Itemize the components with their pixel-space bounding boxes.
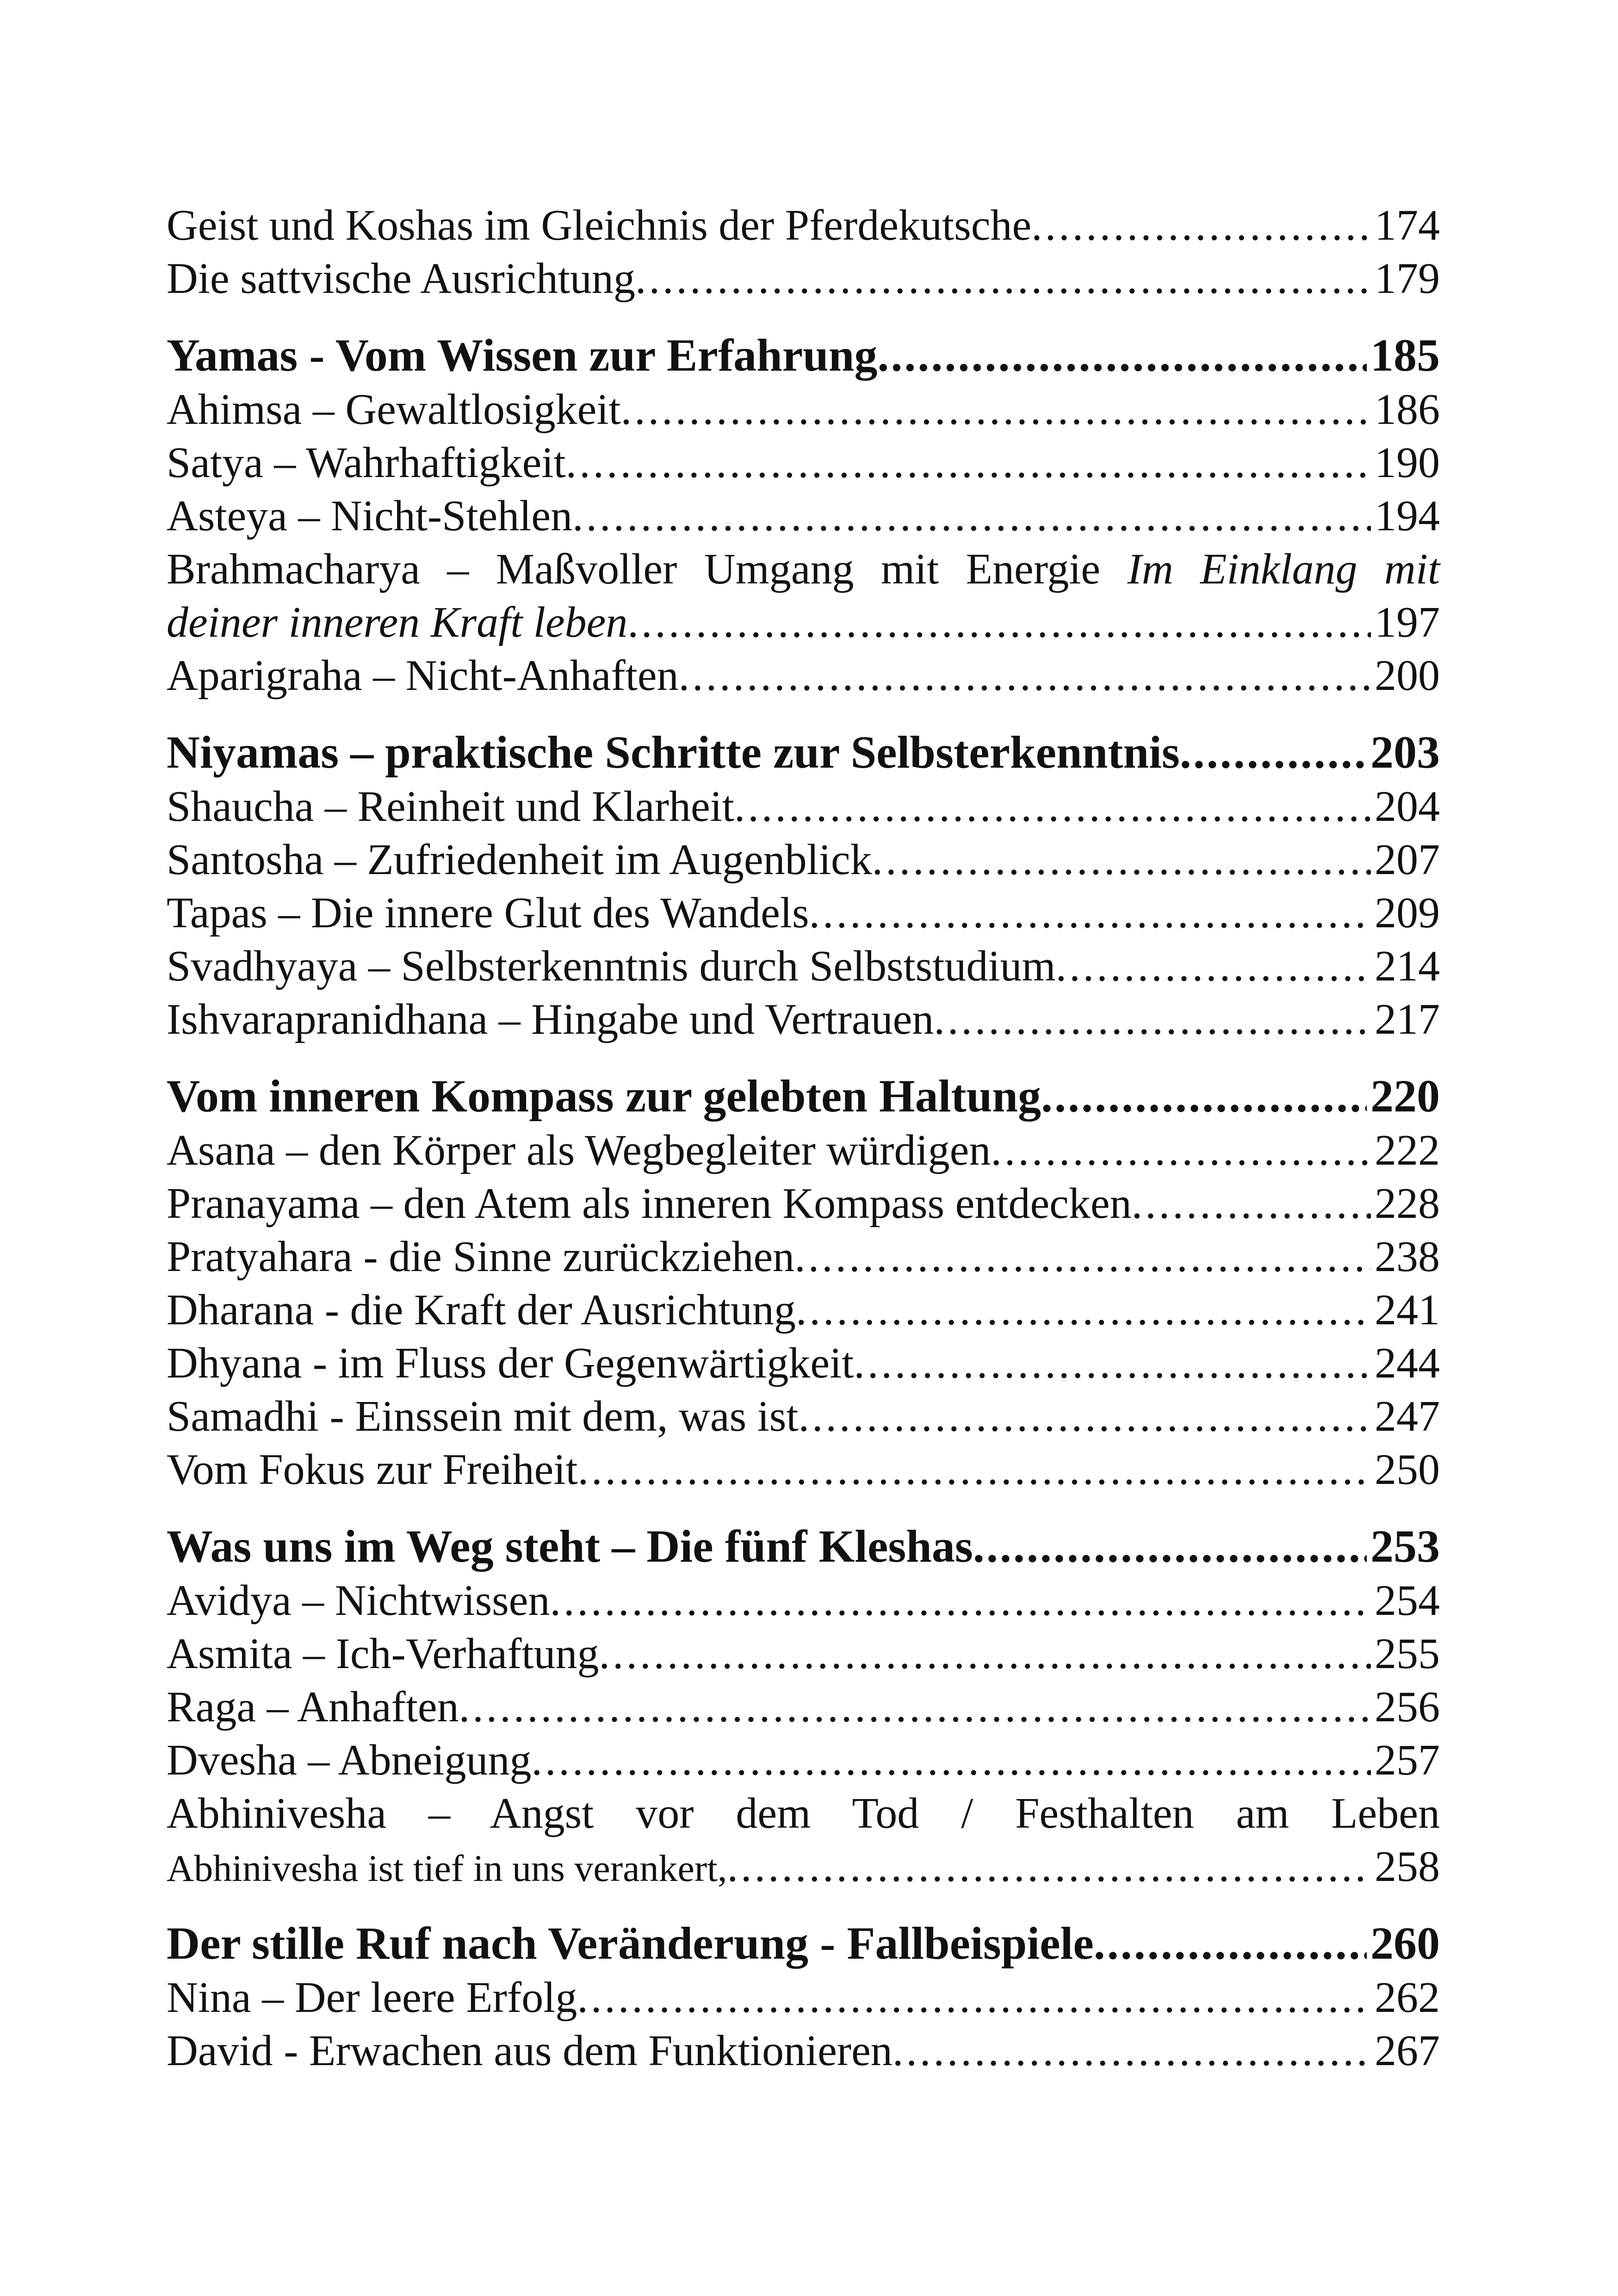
toc-entry-title: Dvesha – Abneigung — [167, 1736, 532, 1784]
toc-entry[interactable] — [167, 383, 1440, 436]
toc-chapter-page: 253 — [1370, 1520, 1440, 1572]
toc-entry[interactable] — [167, 780, 1440, 833]
toc-chapter-title: Vom inneren Kompass zur gelebten Haltung — [167, 1070, 1041, 1122]
toc-entry[interactable] — [167, 887, 1440, 940]
dot-leader — [679, 649, 1371, 702]
toc-entry-page: 267 — [1375, 2027, 1440, 2075]
toc-entry-page: 209 — [1375, 889, 1440, 937]
toc-entry-title: Samadhi - Einssein mit dem, was ist — [167, 1392, 799, 1440]
toc-entry-title: Shaucha – Reinheit und Klarheit — [167, 782, 734, 831]
toc-entry-title: Asteya – Nicht-Stehlen — [167, 492, 573, 540]
toc-entry-page: 256 — [1375, 1683, 1440, 1731]
toc-entry-title: Pratyahara - die Sinne zurückziehen — [167, 1233, 795, 1281]
dot-leader — [459, 1681, 1371, 1734]
toc-entry[interactable] — [167, 833, 1440, 887]
toc-chapter-niyamas[interactable] — [167, 725, 1440, 780]
dot-leader — [531, 1734, 1371, 1787]
toc-entry-title: Raga – Anhaften — [167, 1683, 459, 1731]
dot-leader — [1031, 199, 1371, 252]
dot-leader — [621, 383, 1371, 436]
toc-entry-title: Ahimsa – Gewaltlosigkeit — [167, 385, 621, 434]
toc-entry-page: 244 — [1375, 1339, 1440, 1387]
toc-chapter-kompass[interactable] — [167, 1068, 1440, 1124]
toc-entry[interactable] — [167, 649, 1440, 702]
toc-chapter-page: 185 — [1370, 329, 1440, 381]
dot-leader — [854, 1337, 1371, 1390]
toc-entry-title: Nina – Der leere Erfolg — [167, 1973, 577, 2022]
dot-leader — [734, 780, 1371, 833]
toc-entry[interactable] — [167, 436, 1440, 490]
dot-leader — [635, 252, 1371, 305]
toc-entry-title: Vom Fokus zur Freiheit — [167, 1446, 578, 1494]
toc-entry[interactable] — [167, 199, 1440, 252]
toc-entry-title: Die sattvische Ausrichtung — [167, 254, 635, 303]
dot-leader — [577, 1971, 1371, 2024]
dot-leader — [809, 887, 1371, 940]
toc-entry-page: 241 — [1375, 1286, 1440, 1334]
table-of-contents — [167, 199, 1440, 2078]
toc-chapter-page: 220 — [1370, 1070, 1440, 1122]
toc-entry-page: 217 — [1375, 995, 1440, 1043]
toc-entry-title: Ishvarapranidhana – Hingabe und Vertrauen — [167, 995, 934, 1043]
toc-entry[interactable] — [167, 1124, 1440, 1177]
toc-entry-page: 238 — [1375, 1233, 1440, 1281]
toc-entry[interactable] — [167, 1627, 1440, 1681]
dot-leader — [1180, 725, 1367, 780]
toc-chapter-page: 203 — [1370, 726, 1440, 778]
toc-chapter-page: 260 — [1370, 1917, 1440, 1969]
toc-entry-subtitle: deiner inneren Kraft leben — [167, 598, 628, 646]
toc-entry-title: Abhinivesha – Angst vor dem Tod / Festhalten am Leben — [167, 1789, 1440, 1837]
toc-entry-page: 228 — [1375, 1179, 1440, 1228]
toc-entry-page: 194 — [1375, 492, 1440, 540]
toc-entry-title: Dharana - die Kraft der Ausrichtung — [167, 1286, 796, 1334]
toc-entry-page: 250 — [1375, 1446, 1440, 1494]
toc-entry-subtitle: Abhinivesha ist tief in uns verankert, — [167, 1847, 727, 1889]
dot-leader — [572, 490, 1371, 543]
toc-entry-title: Pranayama – den Atem als inneren Kompass entdecken — [167, 1179, 1132, 1228]
toc-entry-page: 254 — [1375, 1576, 1440, 1625]
dot-leader — [727, 1840, 1371, 1893]
toc-entry-page: 197 — [1375, 598, 1440, 646]
toc-entry-brahmacharya-line2[interactable] — [167, 596, 1440, 649]
toc-entry-title: Tapas – Die innere Glut des Wandels — [167, 889, 809, 937]
toc-entry[interactable] — [167, 1337, 1440, 1390]
dot-leader — [1041, 1068, 1367, 1124]
dot-leader — [1056, 940, 1371, 993]
toc-entry-title: David - Erwachen aus dem Funktionieren — [167, 2027, 893, 2075]
dot-leader — [796, 1284, 1371, 1337]
dot-leader — [794, 1230, 1371, 1284]
dot-leader — [798, 1390, 1371, 1443]
toc-entry[interactable] — [167, 1574, 1440, 1627]
dot-leader — [1132, 1177, 1371, 1230]
toc-entry-title: Avidya – Nichtwissen — [167, 1576, 550, 1625]
toc-entry-page: 222 — [1375, 1126, 1440, 1174]
toc-entry-title: Asmita – Ich-Verhaftung — [167, 1630, 599, 1678]
toc-entry-title: Dhyana - im Fluss der Gegenwärtigkeit — [167, 1339, 854, 1387]
toc-entry-page: 190 — [1375, 439, 1440, 487]
toc-chapter-title: Was uns im Weg steht – Die fünf Kleshas — [167, 1520, 973, 1572]
toc-entry-page: 204 — [1375, 782, 1440, 831]
toc-entry-title: Aparigraha – Nicht-Anhaften — [167, 652, 679, 700]
dot-leader — [599, 1627, 1371, 1681]
dot-leader — [893, 2024, 1371, 2078]
toc-entry-page: 179 — [1375, 254, 1440, 303]
toc-entry-page: 207 — [1375, 836, 1440, 884]
toc-entry[interactable] — [167, 1443, 1440, 1496]
toc-entry-abhinivesha-line2[interactable] — [167, 1840, 1440, 1893]
dot-leader — [578, 1443, 1371, 1496]
toc-chapter-yamas[interactable] — [167, 328, 1440, 383]
toc-entry-page: 186 — [1375, 385, 1440, 434]
toc-entry[interactable] — [167, 252, 1440, 305]
dot-leader — [991, 1124, 1371, 1177]
toc-entry-title: Santosha – Zufriedenheit im Augenblick — [167, 836, 872, 884]
toc-entry[interactable] — [167, 993, 1440, 1046]
toc-entry-page: 262 — [1375, 1973, 1440, 2022]
toc-chapter-kleshas[interactable] — [167, 1519, 1440, 1574]
toc-entry-title: Geist und Koshas im Gleichnis der Pferdekutsche — [167, 201, 1032, 249]
toc-entry[interactable] — [167, 940, 1440, 993]
dot-leader — [550, 1574, 1371, 1627]
toc-entry[interactable] — [167, 1230, 1440, 1284]
toc-entry-title: Svadhyaya – Selbsterkenntnis durch Selbststudium — [167, 942, 1056, 990]
toc-entry[interactable] — [167, 1681, 1440, 1734]
toc-entry-abhinivesha-line1[interactable] — [167, 1787, 1440, 1840]
toc-entry-page: 174 — [1375, 201, 1440, 249]
toc-chapter-title: Yamas - Vom Wissen zur Erfahrung — [167, 329, 878, 381]
dot-leader — [934, 993, 1371, 1046]
toc-entry[interactable] — [167, 490, 1440, 543]
toc-entry-title: Asana – den Körper als Wegbegleiter würdigen — [167, 1126, 991, 1174]
toc-entry-title: Satya – Wahrhaftigkeit — [167, 439, 566, 487]
toc-entry-page: 200 — [1375, 652, 1440, 700]
toc-chapter-title: Der stille Ruf nach Veränderung - Fallbeispiele — [167, 1917, 1094, 1969]
toc-entry-page: 258 — [1375, 1843, 1440, 1891]
dot-leader — [566, 436, 1371, 490]
dot-leader — [1094, 1916, 1367, 1971]
toc-entry-page: 257 — [1375, 1736, 1440, 1784]
toc-entry[interactable] — [167, 1734, 1440, 1787]
toc-entry[interactable] — [167, 2024, 1440, 2078]
toc-chapter-title: Niyamas – praktische Schritte zur Selbsterkenntnis — [167, 726, 1180, 778]
dot-leader — [973, 1519, 1367, 1574]
toc-entry[interactable] — [167, 1177, 1440, 1230]
toc-entry-subtitle: Im Einklang mit — [1127, 545, 1440, 593]
toc-entry-page: 255 — [1375, 1630, 1440, 1678]
dot-leader — [877, 328, 1367, 383]
toc-entry[interactable] — [167, 1971, 1440, 2024]
dot-leader — [627, 596, 1371, 649]
toc-entry-page: 247 — [1375, 1392, 1440, 1440]
toc-chapter-fallbeispiele[interactable] — [167, 1916, 1440, 1971]
dot-leader — [872, 833, 1371, 887]
toc-entry-page: 214 — [1375, 942, 1440, 990]
toc-entry-brahmacharya-line1[interactable] — [167, 543, 1440, 596]
toc-entry[interactable] — [167, 1284, 1440, 1337]
toc-entry-title: Brahmacharya – Maßvoller Umgang mit Energie — [167, 545, 1101, 593]
toc-entry[interactable] — [167, 1390, 1440, 1443]
